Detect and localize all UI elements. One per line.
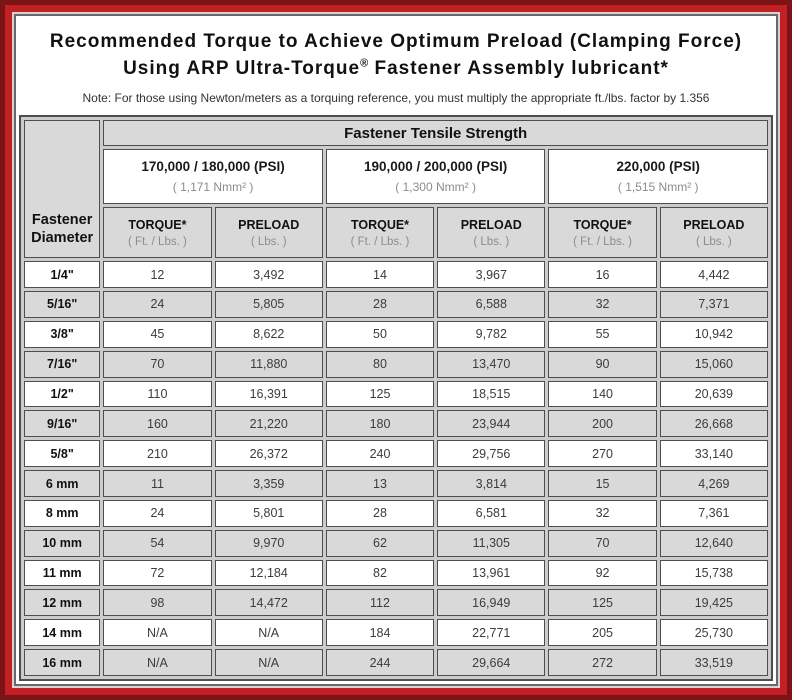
fastener-diameter-cell: 3/8" bbox=[24, 321, 100, 348]
value-cell: 80 bbox=[326, 351, 434, 378]
value-cell: 32 bbox=[548, 291, 656, 318]
value-cell: 29,756 bbox=[437, 440, 545, 467]
table-row bbox=[24, 410, 768, 437]
value-cell: 125 bbox=[548, 589, 656, 616]
value-cell: 3,814 bbox=[437, 470, 545, 497]
page-title bbox=[19, 29, 773, 82]
value-cell: 244 bbox=[326, 649, 434, 676]
value-cell: 70 bbox=[103, 351, 211, 378]
value-cell: 26,668 bbox=[660, 410, 768, 437]
table-row bbox=[24, 321, 768, 348]
value-cell: 62 bbox=[326, 530, 434, 557]
fastener-diameter-cell: 10 mm bbox=[24, 530, 100, 557]
value-cell: 112 bbox=[326, 589, 434, 616]
value-cell: 5,801 bbox=[215, 500, 323, 527]
value-cell: 24 bbox=[103, 500, 211, 527]
value-cell: 55 bbox=[548, 321, 656, 348]
registered-trademark-symbol: ® bbox=[360, 57, 369, 70]
table-row bbox=[24, 261, 768, 288]
value-cell: 13,470 bbox=[437, 351, 545, 378]
value-cell: 54 bbox=[103, 530, 211, 557]
value-cell: 16 bbox=[548, 261, 656, 288]
value-cell: 240 bbox=[326, 440, 434, 467]
value-cell: 29,664 bbox=[437, 649, 545, 676]
fastener-diameter-header: Fastener Diameter bbox=[24, 120, 100, 258]
value-cell: 140 bbox=[548, 381, 656, 408]
fastener-diameter-cell: 14 mm bbox=[24, 619, 100, 646]
value-cell: 13,961 bbox=[437, 560, 545, 587]
value-cell: N/A bbox=[215, 619, 323, 646]
table-row bbox=[24, 291, 768, 318]
torque-column-header: TORQUE* ( Ft. / Lbs. ) bbox=[326, 207, 434, 258]
value-cell: 72 bbox=[103, 560, 211, 587]
value-cell: 272 bbox=[548, 649, 656, 676]
value-cell: 3,492 bbox=[215, 261, 323, 288]
value-cell: 12,184 bbox=[215, 560, 323, 587]
fastener-diameter-cell: 16 mm bbox=[24, 649, 100, 676]
value-cell: 15,060 bbox=[660, 351, 768, 378]
value-cell: 4,269 bbox=[660, 470, 768, 497]
tensile-strength-header: Fastener Tensile Strength bbox=[103, 120, 768, 146]
value-cell: 6,581 bbox=[437, 500, 545, 527]
conversion-note: Note: For those using Newton/meters as a torquing reference, you must multiply the appropriate ft./lbs. factor by 1.356 bbox=[82, 91, 710, 106]
value-cell: 11,305 bbox=[437, 530, 545, 557]
preload-column-header: PRELOAD ( Lbs. ) bbox=[437, 207, 545, 258]
torque-spec-table bbox=[19, 115, 773, 681]
header-row-tensile bbox=[24, 120, 768, 146]
fastener-diameter-cell: 1/2" bbox=[24, 381, 100, 408]
value-cell: 13 bbox=[326, 470, 434, 497]
fastener-diameter-cell: 12 mm bbox=[24, 589, 100, 616]
value-cell: 50 bbox=[326, 321, 434, 348]
value-cell: 270 bbox=[548, 440, 656, 467]
title-line-2: Using ARP Ultra-Torque® Fastener Assembly lubricant* bbox=[123, 57, 669, 79]
value-cell: 16,391 bbox=[215, 381, 323, 408]
header-row-psi bbox=[24, 149, 768, 204]
torque-table-body bbox=[24, 261, 768, 676]
value-cell: 15 bbox=[548, 470, 656, 497]
value-cell: 7,361 bbox=[660, 500, 768, 527]
fastener-diameter-cell: 7/16" bbox=[24, 351, 100, 378]
value-cell: 184 bbox=[326, 619, 434, 646]
value-cell: 33,519 bbox=[660, 649, 768, 676]
fastener-diameter-cell: 1/4" bbox=[24, 261, 100, 288]
value-cell: 20,639 bbox=[660, 381, 768, 408]
table-row bbox=[24, 560, 768, 587]
value-cell: 210 bbox=[103, 440, 211, 467]
value-cell: N/A bbox=[103, 619, 211, 646]
table-row bbox=[24, 500, 768, 527]
table-row bbox=[24, 470, 768, 497]
header-row-columns bbox=[24, 207, 768, 258]
value-cell: 21,220 bbox=[215, 410, 323, 437]
value-cell: 32 bbox=[548, 500, 656, 527]
table-row bbox=[24, 351, 768, 378]
value-cell: 110 bbox=[103, 381, 211, 408]
fastener-diameter-cell: 9/16" bbox=[24, 410, 100, 437]
value-cell: 160 bbox=[103, 410, 211, 437]
value-cell: 7,371 bbox=[660, 291, 768, 318]
value-cell: 5,805 bbox=[215, 291, 323, 318]
value-cell: 19,425 bbox=[660, 589, 768, 616]
value-cell: 15,738 bbox=[660, 560, 768, 587]
value-cell: 14 bbox=[326, 261, 434, 288]
value-cell: N/A bbox=[103, 649, 211, 676]
fastener-diameter-cell: 5/16" bbox=[24, 291, 100, 318]
content-panel bbox=[14, 14, 778, 686]
value-cell: 9,970 bbox=[215, 530, 323, 557]
value-cell: 22,771 bbox=[437, 619, 545, 646]
value-cell: 10,942 bbox=[660, 321, 768, 348]
preload-column-header: PRELOAD ( Lbs. ) bbox=[215, 207, 323, 258]
fastener-diameter-cell: 6 mm bbox=[24, 470, 100, 497]
value-cell: 4,442 bbox=[660, 261, 768, 288]
value-cell: 3,967 bbox=[437, 261, 545, 288]
value-cell: 26,372 bbox=[215, 440, 323, 467]
torque-column-header: TORQUE* ( Ft. / Lbs. ) bbox=[548, 207, 656, 258]
value-cell: 6,588 bbox=[437, 291, 545, 318]
value-cell: 12 bbox=[103, 261, 211, 288]
fastener-diameter-cell: 8 mm bbox=[24, 500, 100, 527]
fastener-diameter-cell: 11 mm bbox=[24, 560, 100, 587]
value-cell: 92 bbox=[548, 560, 656, 587]
fastener-diameter-cell: 5/8" bbox=[24, 440, 100, 467]
value-cell: 24 bbox=[103, 291, 211, 318]
value-cell: 70 bbox=[548, 530, 656, 557]
value-cell: 205 bbox=[548, 619, 656, 646]
value-cell: 3,359 bbox=[215, 470, 323, 497]
value-cell: 18,515 bbox=[437, 381, 545, 408]
psi-group-header-170-180: 170,000 / 180,000 (PSI) ( 1,171 Nmm² ) bbox=[103, 149, 323, 204]
table-row bbox=[24, 381, 768, 408]
table-row bbox=[24, 649, 768, 676]
value-cell: 90 bbox=[548, 351, 656, 378]
value-cell: 200 bbox=[548, 410, 656, 437]
table-row bbox=[24, 530, 768, 557]
value-cell: 11 bbox=[103, 470, 211, 497]
value-cell: 23,944 bbox=[437, 410, 545, 437]
value-cell: 125 bbox=[326, 381, 434, 408]
psi-group-header-190-200: 190,000 / 200,000 (PSI) ( 1,300 Nmm² ) bbox=[326, 149, 546, 204]
torque-column-header: TORQUE* ( Ft. / Lbs. ) bbox=[103, 207, 211, 258]
table-container bbox=[19, 115, 773, 681]
value-cell: 14,472 bbox=[215, 589, 323, 616]
value-cell: 82 bbox=[326, 560, 434, 587]
value-cell: 9,782 bbox=[437, 321, 545, 348]
value-cell: 45 bbox=[103, 321, 211, 348]
value-cell: 33,140 bbox=[660, 440, 768, 467]
value-cell: 98 bbox=[103, 589, 211, 616]
value-cell: 28 bbox=[326, 500, 434, 527]
value-cell: 16,949 bbox=[437, 589, 545, 616]
value-cell: 11,880 bbox=[215, 351, 323, 378]
value-cell: 180 bbox=[326, 410, 434, 437]
table-row bbox=[24, 589, 768, 616]
preload-column-header: PRELOAD ( Lbs. ) bbox=[660, 207, 768, 258]
value-cell: 12,640 bbox=[660, 530, 768, 557]
value-cell: N/A bbox=[215, 649, 323, 676]
value-cell: 8,622 bbox=[215, 321, 323, 348]
psi-group-header-220: 220,000 (PSI) ( 1,515 Nmm² ) bbox=[548, 149, 768, 204]
value-cell: 28 bbox=[326, 291, 434, 318]
value-cell: 25,730 bbox=[660, 619, 768, 646]
table-row bbox=[24, 440, 768, 467]
table-row bbox=[24, 619, 768, 646]
title-line-1: Recommended Torque to Achieve Optimum Preload (Clamping Force) bbox=[49, 31, 743, 52]
